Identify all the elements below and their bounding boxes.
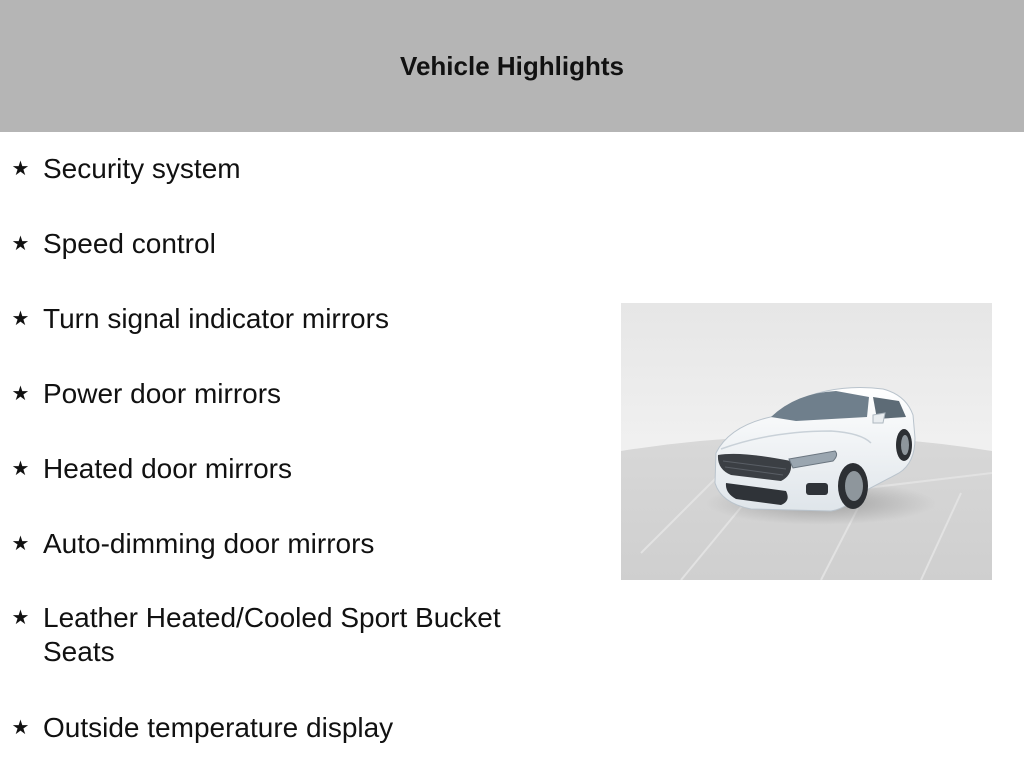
star-icon: ★ [11, 158, 30, 180]
list-item [0, 452, 600, 486]
header-bar [0, 0, 1024, 132]
star-icon: ★ [11, 383, 30, 405]
vehicle-photo [621, 303, 992, 580]
list-item [0, 227, 600, 261]
car-illustration [621, 303, 992, 580]
star-icon: ★ [11, 533, 30, 555]
list-item [0, 377, 600, 411]
star-icon: ★ [11, 458, 30, 480]
highlight-label: Turn signal indicator mirrors [43, 303, 389, 334]
highlight-label: Leather Heated/Cooled Sport Bucket Seats [43, 602, 501, 667]
star-icon: ★ [11, 717, 30, 739]
list-item [0, 302, 600, 336]
list-item [0, 711, 600, 745]
highlight-label: Auto-dimming door mirrors [43, 528, 375, 559]
highlight-label: Power door mirrors [43, 378, 282, 409]
list-item [0, 601, 600, 669]
star-icon: ★ [11, 233, 30, 255]
list-item [0, 152, 600, 186]
page-title: Vehicle Highlights [400, 51, 624, 81]
highlight-label: Security system [43, 153, 241, 184]
highlight-label: Heated door mirrors [43, 453, 292, 484]
highlight-label: Speed control [43, 228, 216, 259]
star-icon: ★ [11, 308, 30, 330]
list-item [0, 527, 600, 561]
star-icon: ★ [11, 607, 30, 629]
highlight-label: Outside temperature display [43, 712, 394, 743]
